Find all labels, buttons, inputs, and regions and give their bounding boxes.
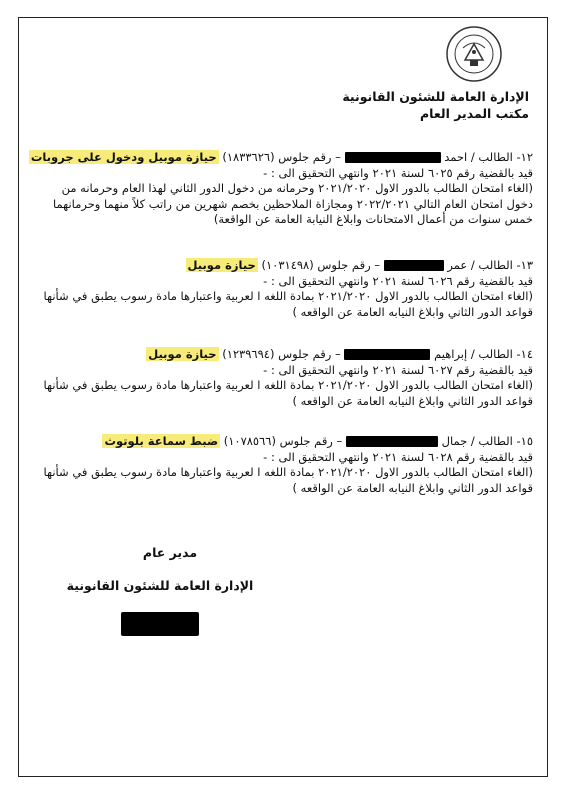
seat-number: – رقم جلوس (١٨٣٣٦٢٦) bbox=[222, 150, 341, 164]
offense-highlight: حيازة موبيل bbox=[148, 347, 217, 361]
offense-highlight: حيازة موبيل ودخول على جروبات bbox=[30, 150, 217, 164]
redacted-name bbox=[345, 152, 441, 163]
student-name-prefix: ١٤- الطالب / إبراهيم bbox=[434, 347, 533, 361]
decision-line: قواعد الدور الثاني وابلاغ النيابه العامة عن الواقعه ) bbox=[292, 304, 533, 319]
student-entry-12 bbox=[30, 150, 533, 228]
seat-number: – رقم جلوس (١٠٧٨٥٦٦) bbox=[223, 434, 343, 448]
decision-line: قواعد الدور الثاني وابلاغ النيابه العامة عن الواقعه ) bbox=[292, 480, 533, 495]
redacted-name bbox=[344, 349, 430, 360]
header bbox=[342, 88, 529, 122]
decision-line: خمس سنوات من أعمال الامتحانات وابلاغ النيابة العامة عن الواقعة) bbox=[213, 212, 533, 227]
redacted-name bbox=[384, 260, 444, 271]
decision-line: (الغاء امتحان الطالب بالدور الاول ٢٠٢١/٢٠٢٠ وحرمانه من دخول الدور الثاني لهذا العام وحرمانه من bbox=[61, 181, 533, 196]
seat-number: – رقم جلوس (١٢٣٩٦٩٤) bbox=[222, 347, 341, 361]
decision-line: قواعد الدور الثاني وابلاغ النيابه العامة عن الواقعه ) bbox=[292, 393, 533, 408]
decision-line: (الغاء امتحان الطالب بالدور الاول ٢٠٢١/٢٠٢٠ بمادة اللغه ا لعربية واعتبارها مادة رسوب يطبق في شأنها bbox=[43, 465, 533, 480]
signature-title: مدير عام bbox=[142, 545, 198, 560]
seat-number: – رقم جلوس (١٠٣١٤٩٨) bbox=[261, 258, 381, 272]
offense-highlight: ضبط سماعة بلوتوث bbox=[104, 434, 219, 448]
decision-line: (الغاء امتحان الطالب بالدور الاول ٢٠٢١/٢٠٢٠ بمادة اللغه ا لعربية واعتبارها مادة رسوب يطبق في شأنها bbox=[43, 378, 533, 393]
decision-line: (الغاء امتحان الطالب بالدور الاول ٢٠٢١/٢٠٢٠ بمادة اللغه ا لعربية واعتبارها مادة رسوب يطبق في شأنها bbox=[43, 289, 533, 304]
student-name-prefix: ١٥- الطالب / جمال bbox=[441, 434, 533, 448]
signature-department: الإدارة العامة للشئون القانونية bbox=[66, 578, 254, 593]
entry-heading bbox=[53, 258, 533, 274]
redacted-name bbox=[346, 436, 438, 447]
offense-highlight: حيازة موبيل bbox=[187, 258, 256, 272]
department-title: الإدارة العامة للشئون القانونية bbox=[342, 89, 529, 104]
ministry-logo-icon bbox=[441, 24, 507, 84]
office-title: مكتب المدير العام bbox=[420, 106, 529, 121]
student-name-prefix: ١٣- الطالب / عمر bbox=[447, 258, 533, 272]
entry-heading bbox=[53, 347, 533, 363]
redacted-signature bbox=[121, 612, 199, 636]
student-entry-13 bbox=[43, 258, 533, 320]
case-line: قيد بالقضية رقم ٦٠٢٧ لسنة ٢٠٢١ وانتهي التحقيق الى : - bbox=[263, 362, 533, 377]
case-line: قيد بالقضية رقم ٦٠٢٨ لسنة ٢٠٢١ وانتهي التحقيق الى : - bbox=[263, 449, 533, 464]
case-line: قيد بالقضية رقم ٦٠٢٥ لسنة ٢٠٢١ وانتهي التحقيق الى : - bbox=[263, 165, 533, 180]
entry-heading bbox=[53, 434, 533, 450]
student-entry-15 bbox=[43, 434, 533, 496]
entry-heading bbox=[30, 150, 533, 166]
student-name-prefix: ١٢- الطالب / احمد bbox=[444, 150, 533, 164]
student-entry-14 bbox=[43, 347, 533, 409]
case-line: قيد بالقضية رقم ٦٠٢٦ لسنة ٢٠٢١ وانتهي التحقيق الى : - bbox=[263, 273, 533, 288]
decision-line: دخول امتحان العام التالي ٢٠٢٢/٢٠٢١ ومجازاة الملاحظين بخصم شهرين من راتب كلاً منهما وحرمانهما bbox=[53, 196, 533, 211]
